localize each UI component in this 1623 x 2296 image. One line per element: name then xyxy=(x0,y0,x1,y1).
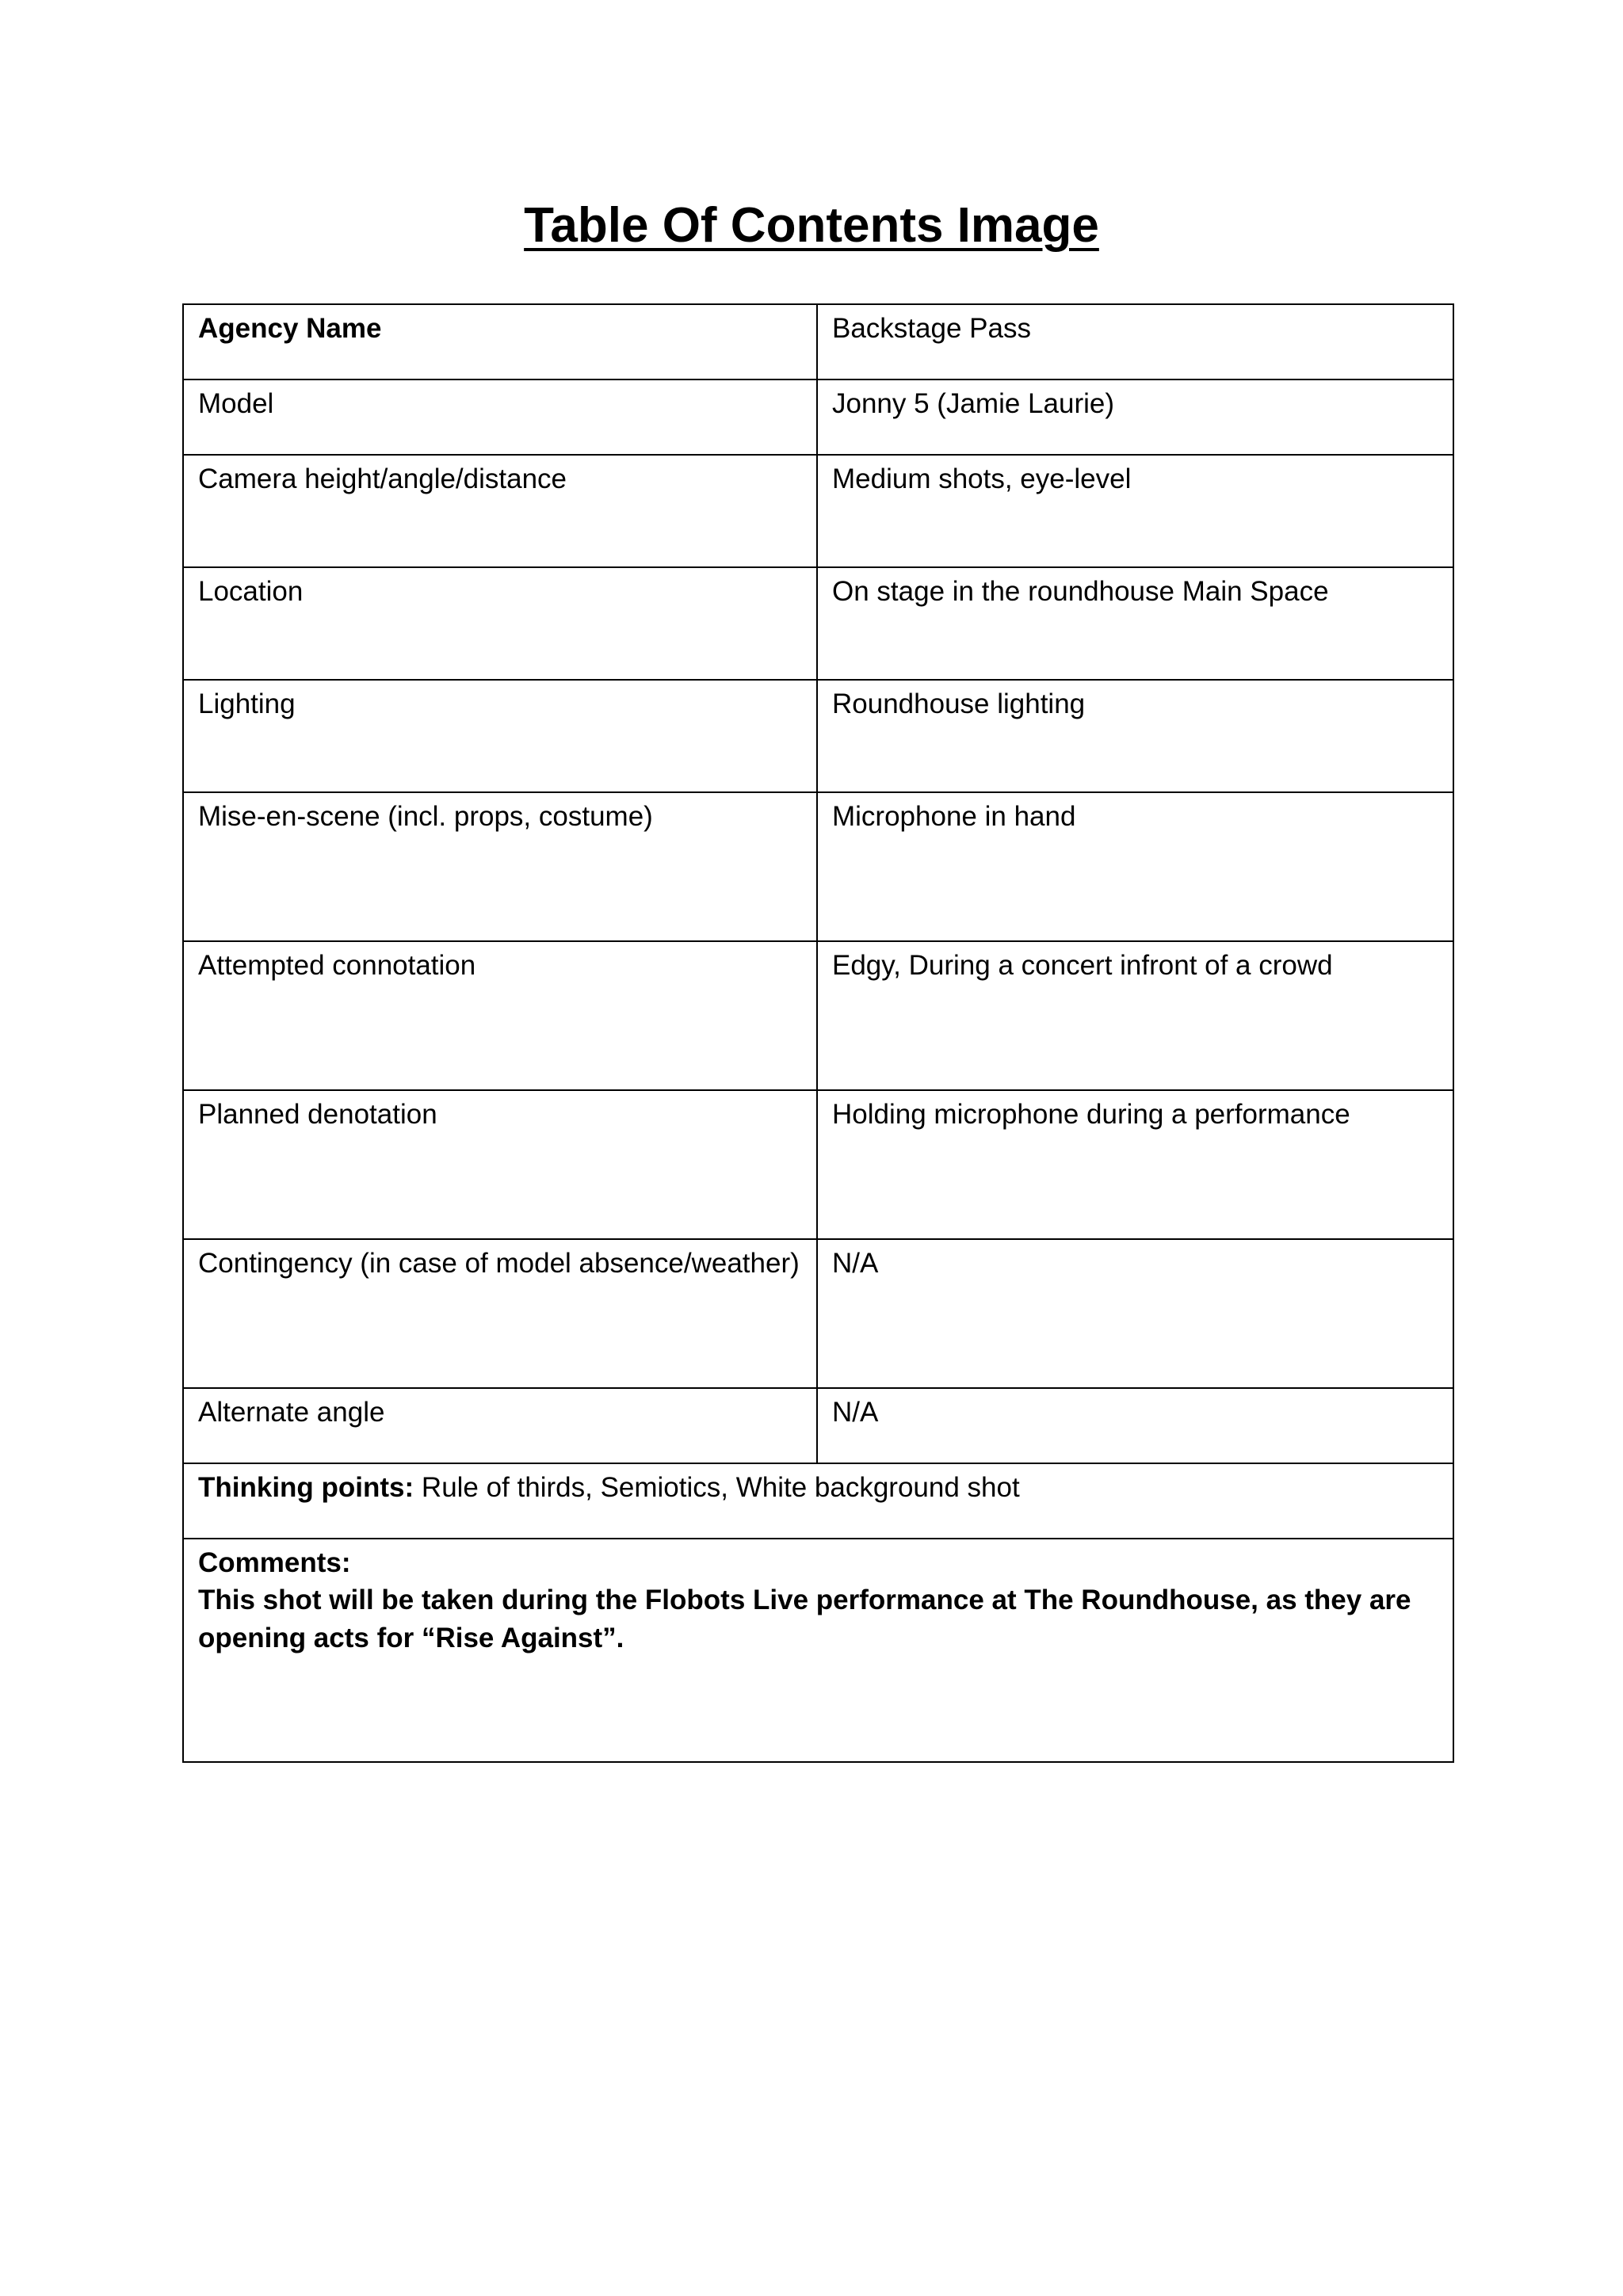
table-row xyxy=(183,792,1453,941)
thinking-points-label: Thinking points: xyxy=(198,1472,414,1503)
table-row xyxy=(183,1090,1453,1239)
row-value-agency-name: Backstage Pass xyxy=(817,304,1453,379)
shot-plan-table xyxy=(182,303,1454,1763)
row-value-lighting: Roundhouse lighting xyxy=(817,680,1453,792)
comments-label: Comments: xyxy=(198,1547,351,1578)
table-row xyxy=(183,455,1453,567)
page-title: Table Of Contents Image xyxy=(524,198,1099,253)
table-row xyxy=(183,304,1453,379)
row-label-lighting: Lighting xyxy=(183,680,817,792)
table-row xyxy=(183,1239,1453,1388)
row-label-connotation: Attempted connotation xyxy=(183,941,817,1090)
row-label-location: Location xyxy=(183,567,817,680)
comments-text: This shot will be taken during the Flobots Live performance at The Roundhouse, as they are opening acts for “Rise Against”. xyxy=(198,1585,1411,1653)
row-value-contingency: N/A xyxy=(817,1239,1453,1388)
thinking-points-cell xyxy=(183,1463,1453,1539)
row-value-alternate-angle: N/A xyxy=(817,1388,1453,1463)
thinking-points-value: Rule of thirds, Semiotics, White background shot xyxy=(414,1472,1020,1503)
row-value-model: Jonny 5 (Jamie Laurie) xyxy=(817,379,1453,455)
table-row xyxy=(183,941,1453,1090)
row-label-contingency: Contingency (in case of model absence/weather) xyxy=(183,1239,817,1388)
row-value-location: On stage in the roundhouse Main Space xyxy=(817,567,1453,680)
row-label-alternate-angle: Alternate angle xyxy=(183,1388,817,1463)
row-value-denotation: Holding microphone during a performance xyxy=(817,1090,1453,1239)
table-row xyxy=(183,1539,1453,1762)
table-row xyxy=(183,567,1453,680)
row-label-mise-en-scene: Mise-en-scene (incl. props, costume) xyxy=(183,792,817,941)
table-row xyxy=(183,379,1453,455)
row-value-mise-en-scene: Microphone in hand xyxy=(817,792,1453,941)
row-value-camera: Medium shots, eye-level xyxy=(817,455,1453,567)
row-label-denotation: Planned denotation xyxy=(183,1090,817,1239)
table-row xyxy=(183,680,1453,792)
row-label-agency-name: Agency Name xyxy=(183,304,817,379)
comments-cell xyxy=(183,1539,1453,1762)
table-row xyxy=(183,1463,1453,1539)
row-label-model: Model xyxy=(183,379,817,455)
row-label-camera: Camera height/angle/distance xyxy=(183,455,817,567)
table-row xyxy=(183,1388,1453,1463)
row-value-connotation: Edgy, During a concert infront of a crowd xyxy=(817,941,1453,1090)
